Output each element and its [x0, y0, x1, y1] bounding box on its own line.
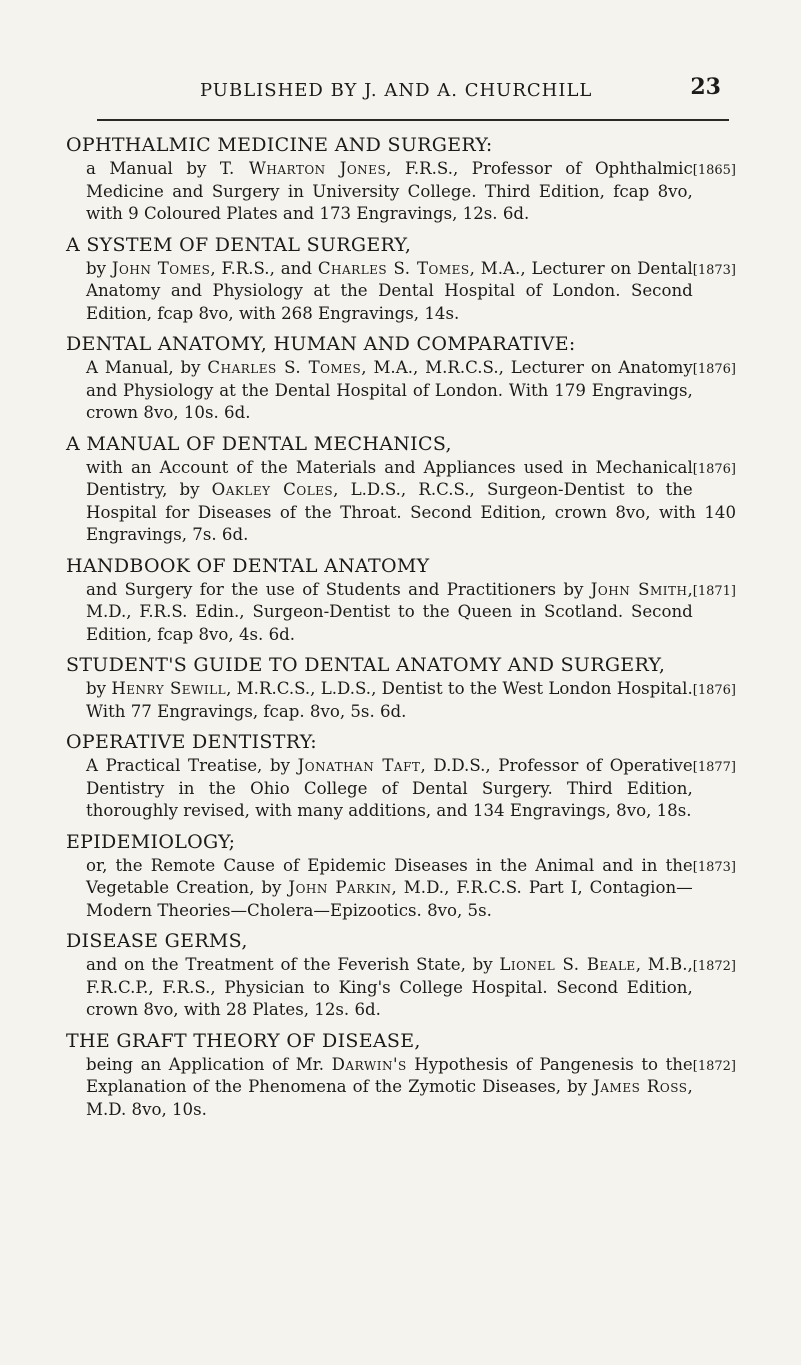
entry-author: Darwin's: [331, 1054, 407, 1074]
entry-author: Lionel S. Beale: [499, 955, 636, 974]
entry-description: [86, 579, 736, 647]
entry-date: [1865]: [692, 163, 736, 178]
entry-author: T. Wharton Jones: [219, 159, 387, 178]
catalogue-entry: [66, 1028, 736, 1122]
catalogue-entry: [66, 232, 736, 326]
header-rule: [97, 119, 729, 121]
entry-title: OPERATIVE DENTISTRY:: [66, 731, 317, 753]
entry-description: [86, 1054, 736, 1122]
entry-author: John Parkin: [288, 878, 392, 897]
catalogue-entry: [66, 331, 736, 425]
entry-text: a Manual by: [86, 159, 220, 178]
entry-text: Hypothesis of Pangenesis to the Explanation of the Phenomena of the Zymotic Diseases, by: [86, 1054, 693, 1096]
entry-author: John Smith: [590, 579, 688, 599]
catalogue-entry: [66, 829, 736, 923]
entry-title: A SYSTEM OF DENTAL SURGERY,: [66, 233, 412, 256]
entry-date: [1873]: [692, 859, 736, 875]
entry-text: , L.D.S., R.C.S., Surgeon-Dentist to the Hospital for Diseases of the Throat. Second Edition, crown 8vo, with 140 Engravings, 7s. 6d.: [86, 480, 736, 544]
entry-text: A Manual, by: [86, 358, 208, 377]
entry-text: , M.D., F.R.S. Edin., Surgeon-Dentist to the Queen in Scotland. Second Edition, fcap 8vo, 4s. 6d.: [86, 579, 693, 644]
entry-text: A Practical Treatise, by: [86, 756, 298, 775]
entry-title: OPHTHALMIC MEDICINE AND SURGERY:: [66, 134, 493, 156]
entry-title: STUDENT'S GUIDE TO DENTAL ANATOMY AND SURGERY,: [66, 654, 666, 676]
entry-description: [86, 755, 736, 823]
entry-text: and Surgery for the use of Students and Practitioners by: [86, 579, 591, 599]
catalogue-entry: [66, 553, 736, 647]
entry-date: [1873]: [692, 262, 736, 278]
entry-description: [86, 258, 736, 326]
entry-text: , M.D. 8vo, 10s.: [86, 1077, 693, 1119]
entry-description: [86, 855, 736, 923]
entry-author: Charles S. Tomes: [317, 258, 470, 278]
entry-text: being an Application of Mr.: [86, 1054, 332, 1074]
entry-date: [1871]: [692, 583, 736, 599]
entry-title: A MANUAL OF DENTAL MECHANICS,: [66, 432, 452, 455]
entry-text: , M.A., M.R.C.S., Lecturer on Anatomy and Physiology at the Dental Hospital of London. With 179 Engravings, crown 8vo, 10s. 6d.: [86, 358, 693, 422]
entry-author: Henry Sewill: [111, 679, 227, 698]
catalogue-entry: [66, 729, 736, 823]
entry-title: DENTAL ANATOMY, HUMAN AND COMPARATIVE:: [66, 333, 576, 355]
entry-text: or, the Remote Cause of Epidemic Diseases in the Animal and in the Vegetable Creation, by: [86, 855, 693, 897]
entry-text: , M.B., F.R.C.P., F.R.S., Physician to King's College Hospital. Second Edition, crown 8vo, with 28 Plates, 12s. 6d.: [86, 955, 693, 1019]
entry-title: DISEASE GERMS,: [66, 930, 248, 952]
entry-date: [1872]: [692, 959, 736, 974]
entry-text: by: [86, 679, 112, 698]
entry-description: [86, 357, 736, 425]
entry-description: [86, 158, 736, 226]
entry-text: and on the Treatment of the Feverish State, by: [86, 955, 500, 974]
entry-description: [86, 954, 736, 1022]
entry-text: , F.R.S., Professor of Ophthalmic Medicine and Surgery in University College. Third Edition, fcap 8vo, with 9 Coloured Plates and 173 Engravings, 12s. 6d.: [86, 159, 693, 223]
entry-description: [86, 678, 736, 723]
entry-text: , D.D.S., Professor of Operative Dentistry in the Ohio College of Dental Surgery. Third Edition, thoroughly revised, with many additions, and 134 Engravings, 8vo, 18s.: [86, 756, 693, 820]
entry-date: [1876]: [692, 683, 736, 698]
entry-text: by: [86, 258, 112, 278]
entry-title: HANDBOOK OF DENTAL ANATOMY: [66, 554, 430, 577]
catalogue-entries: [66, 132, 736, 1127]
entry-title: THE GRAFT THEORY OF DISEASE,: [66, 1029, 421, 1052]
entry-text: , M.R.C.S., L.D.S., Dentist to the West London Hospital. With 77 Engravings, fcap. 8vo, 5s. 6d.: [86, 679, 693, 721]
entry-text: with an Account of the Materials and Appliances used in Mechanical Dentistry, by: [86, 457, 693, 499]
catalogue-entry: [66, 132, 736, 226]
entry-date: [1872]: [692, 1058, 736, 1074]
entry-author: James Ross: [593, 1077, 688, 1096]
entry-author: Oakley Coles: [211, 480, 334, 499]
catalogue-entry: [66, 431, 736, 547]
entry-text: , F.R.S., and: [210, 258, 318, 278]
catalogue-entry: [66, 928, 736, 1022]
entry-title: EPIDEMIOLOGY;: [66, 830, 236, 853]
page-number: 23: [690, 74, 721, 100]
catalogue-entry: [66, 652, 736, 723]
entry-author: Charles S. Tomes: [207, 358, 362, 377]
entry-text: , M.A., Lecturer on Dental Anatomy and Physiology at the Dental Hospital of London. Second Edition, fcap 8vo, with 268 Engravings, 14s.: [86, 258, 693, 323]
entry-date: [1876]: [692, 362, 736, 377]
entry-text: , M.D., F.R.C.S. Part I, Contagion—Modern Theories—Cholera—Epizootics. 8vo, 5s.: [86, 878, 693, 920]
entry-date: [1876]: [692, 461, 736, 477]
entry-date: [1877]: [692, 760, 736, 775]
entry-author: Jonathan Taft: [297, 756, 421, 775]
entry-description: [86, 457, 736, 547]
entry-author: John Tomes: [111, 258, 211, 278]
running-title: PUBLISHED BY J. AND A. CHURCHILL: [200, 80, 593, 101]
running-head: [200, 74, 721, 112]
